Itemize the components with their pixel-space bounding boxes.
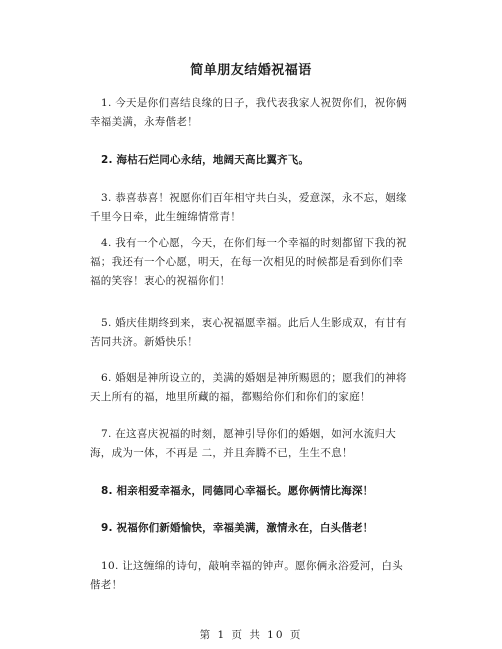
paragraph-9: 9. 祝福你们新婚愉快，幸福美满，激情永在，白头偕老！: [101, 522, 374, 534]
paragraph-8: 8. 相亲相爱幸福永，同德同心幸福长。愿你俩情比海深！: [101, 485, 374, 497]
paragraph-5: 5. 婚庆佳期终到来，衷心祝福愿幸福。此后人生影成双，有甘有苦同共济。新婚快乐！: [90, 317, 407, 348]
paragraph-10: 10. 让这缠绵的诗句，敲响幸福的钟声。愿你俩永浴爱河，白头偕老！: [90, 560, 404, 591]
paragraph-6: 6. 婚姻是神所设立的，美满的婚姻是神所赐恩的；愿我们的神将天上所有的福，地里所藏的福，都赐给你们和你们的家庭！: [90, 372, 407, 403]
paragraph-7: 7. 在这喜庆祝福的时刻，愿神引导你们的婚姻，如河水流归大海，成为一体，不再是 二，并且奔腾不已，生生不息！: [90, 428, 397, 459]
paragraph-2: 2. 海枯石烂同心永结，地阔天高比翼齐飞。: [101, 154, 310, 166]
paragraph-1: 1. 今天是你们喜结良缘的日子，我代表我家人祝贺你们，祝你俩幸福美满，永寿偕老！: [90, 97, 407, 128]
paragraph-4: 4. 我有一个心愿，今天，在你们每一个幸福的时刻都留下我的祝福；我还有一个心愿，明天，在每一次相见的时候都是看到你们幸福的笑容！衷心的祝福你们！: [90, 237, 407, 287]
page-title: 简单朋友结婚祝福语: [190, 63, 312, 78]
page-number-footer: 第 1 页 共 10 页: [199, 629, 303, 641]
paragraph-3: 3. 恭喜恭喜！祝愿你们百年相守共白头，爱意深，永不忘，姻缘千里今日牵，此生缠绵情常青！: [90, 192, 407, 223]
